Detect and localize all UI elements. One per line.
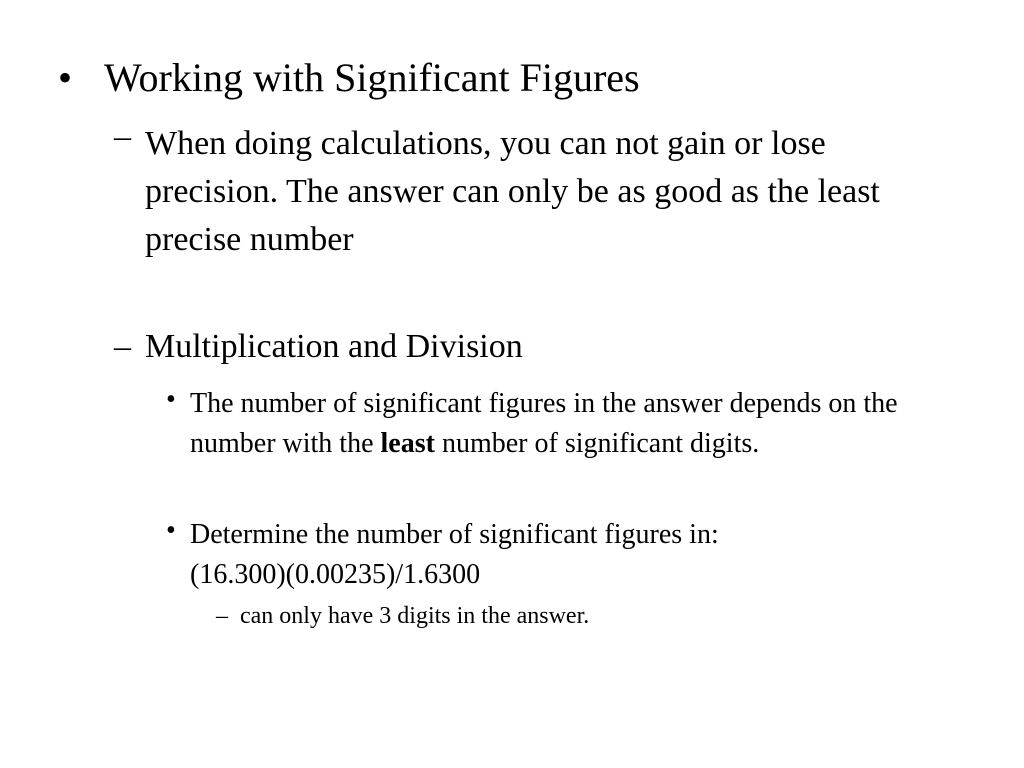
multiplication-division-heading: Multiplication and Division [145,328,523,365]
level2-dash: – [114,118,131,155]
precision-statement: When doing calculations, you can not gain or lose precision. The answer can only be as good as the least precise number [145,125,880,258]
exercise-prompt [190,515,980,595]
level3-bullet: • [166,515,176,546]
sig-fig-rule [190,384,980,464]
exercise-expression: (16.300)(0.00235)/1.6300 [190,559,481,590]
level4-dash: – [216,603,228,629]
sig-fig-rule-end: number of significant digits. [434,428,760,459]
level1-bullet: • [58,55,73,100]
emphasis-least: least [380,428,435,459]
level3-bullet: • [166,384,176,415]
level2-dash: – [114,328,131,365]
exercise-question: Determine the number of significant figures in: [190,519,719,550]
slide-heading: Working with Significant Figures [104,55,640,100]
sig-fig-rule-start: The number of significant figures in the answer depends on the number with the [190,388,898,459]
exercise-answer: can only have 3 digits in the answer. [240,603,590,629]
